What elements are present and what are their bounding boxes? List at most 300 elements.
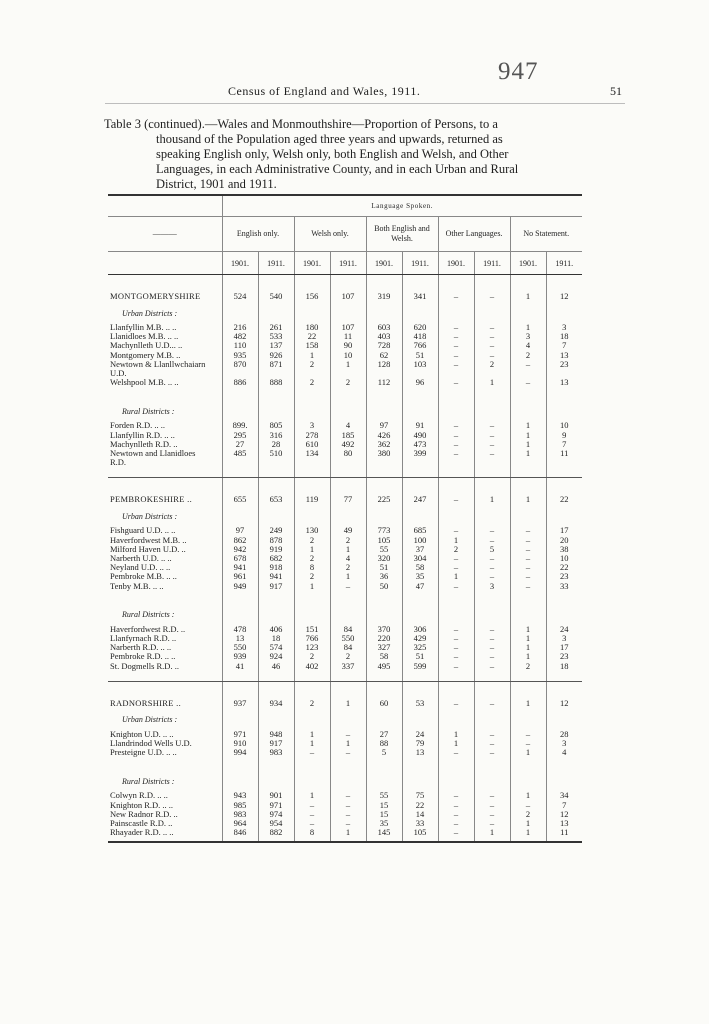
- value-cell: 983: [222, 810, 258, 819]
- value-cell: 603: [366, 323, 402, 332]
- section-label: Rural Districts :: [122, 406, 175, 416]
- spacer-cell: [474, 605, 510, 625]
- spacer-cell: [258, 671, 294, 682]
- value-cell: 47: [402, 582, 438, 591]
- value-cell: 13: [222, 634, 258, 643]
- value-cell: 2: [294, 652, 330, 661]
- spacer-cell: [438, 591, 474, 605]
- spacer-cell: [510, 671, 546, 682]
- spacer-cell: [474, 401, 510, 421]
- value-cell: 1: [330, 739, 366, 748]
- value-cell: –: [438, 696, 474, 710]
- district-row: [108, 810, 582, 819]
- spacer-cell: [222, 303, 258, 323]
- value-cell: 10: [546, 554, 582, 563]
- spacer-cell: [546, 605, 582, 625]
- value-cell: 1: [294, 582, 330, 591]
- spacer-cell: [510, 478, 546, 493]
- value-cell: 13: [546, 819, 582, 828]
- value-cell: 180: [294, 323, 330, 332]
- value-cell: 9: [546, 431, 582, 440]
- value-cell: –: [474, 449, 510, 458]
- value-cell: 24: [546, 625, 582, 634]
- spacer-cell: [258, 757, 294, 771]
- value-cell: 1: [474, 492, 510, 506]
- value-cell: –: [438, 431, 474, 440]
- value-cell: 1: [294, 739, 330, 748]
- value-cell: 18: [258, 634, 294, 643]
- value-cell: [222, 458, 258, 467]
- value-cell: 918: [258, 563, 294, 572]
- section-label: Rural Districts :: [122, 776, 175, 786]
- value-cell: 919: [258, 545, 294, 554]
- value-cell: 2: [294, 696, 330, 710]
- spacer-cell: [402, 467, 438, 478]
- stub-header-cell: [108, 195, 222, 217]
- value-cell: 937: [222, 696, 258, 710]
- value-cell: –: [438, 662, 474, 671]
- spacer-cell: [294, 401, 330, 421]
- spacer-cell: [546, 681, 582, 696]
- spacer-cell: [402, 275, 438, 290]
- value-cell: 77: [330, 492, 366, 506]
- value-cell: –: [438, 378, 474, 387]
- spacer-cell: [402, 605, 438, 625]
- row-label: Milford Haven U.D. ..: [110, 544, 186, 554]
- value-cell: 23: [546, 652, 582, 661]
- row-label: Knighton U.D. .. ..: [110, 729, 174, 739]
- spacer-cell: [222, 671, 258, 682]
- district-row: [108, 739, 582, 748]
- row-label: R.D.: [110, 458, 127, 468]
- row-label: Presteigne U.D. .. ..: [110, 748, 177, 758]
- spacer-cell: [366, 467, 402, 478]
- value-cell: 773: [366, 526, 402, 535]
- value-cell: 17: [546, 526, 582, 535]
- value-cell: 325: [402, 643, 438, 652]
- spacer-cell: [474, 506, 510, 526]
- spacer-cell: [474, 757, 510, 771]
- spacer-cell: [402, 681, 438, 696]
- district-row: [108, 582, 582, 591]
- value-cell: 18: [546, 332, 582, 341]
- value-cell: 51: [402, 351, 438, 360]
- value-cell: –: [294, 748, 330, 757]
- spacer-cell: [366, 605, 402, 625]
- value-cell: 100: [402, 536, 438, 545]
- value-cell: 1: [330, 360, 366, 369]
- year-header: 1901.: [294, 252, 330, 275]
- spacer-cell: [294, 605, 330, 625]
- value-cell: 485: [222, 449, 258, 458]
- section-label-row: [108, 771, 582, 791]
- value-cell: 2: [294, 360, 330, 369]
- value-cell: 926: [258, 351, 294, 360]
- value-cell: 51: [366, 563, 402, 572]
- value-cell: 23: [546, 360, 582, 369]
- value-cell: 380: [366, 449, 402, 458]
- district-row: [108, 791, 582, 800]
- spacer-cell: [474, 838, 510, 842]
- spacer-cell: [222, 506, 258, 526]
- spacer-cell: [330, 387, 366, 401]
- group-header-other: Other Languages.: [438, 217, 510, 252]
- value-cell: 943: [222, 791, 258, 800]
- section-label: Urban Districts :: [122, 715, 178, 725]
- value-cell: 12: [546, 289, 582, 303]
- group-header-welsh: Welsh only.: [294, 217, 366, 252]
- spacer-cell: [258, 478, 294, 493]
- value-cell: –: [474, 536, 510, 545]
- value-cell: 870: [222, 360, 258, 369]
- value-cell: 53: [402, 696, 438, 710]
- value-cell: –: [294, 810, 330, 819]
- value-cell: 942: [222, 545, 258, 554]
- value-cell: 18: [546, 662, 582, 671]
- value-cell: 2: [330, 378, 366, 387]
- value-cell: 974: [258, 810, 294, 819]
- value-cell: –: [438, 643, 474, 652]
- value-cell: –: [438, 421, 474, 430]
- row-label: Pembroke M.B. .. ..: [110, 572, 177, 582]
- value-cell: 8: [294, 828, 330, 837]
- spacer-cell: [222, 591, 258, 605]
- spacer-cell: [258, 681, 294, 696]
- value-cell: 156: [294, 289, 330, 303]
- spacer-cell: [330, 838, 366, 842]
- value-cell: –: [330, 582, 366, 591]
- value-cell: 682: [258, 554, 294, 563]
- spacer-cell: [546, 275, 582, 290]
- value-cell: –: [510, 801, 546, 810]
- district-row: [108, 730, 582, 739]
- spacer-cell: [222, 771, 258, 791]
- spacer-cell: [438, 467, 474, 478]
- value-cell: –: [510, 582, 546, 591]
- value-cell: 11: [546, 828, 582, 837]
- value-cell: 941: [222, 563, 258, 572]
- value-cell: –: [510, 536, 546, 545]
- value-cell: 220: [366, 634, 402, 643]
- year-stub: [108, 252, 222, 275]
- value-cell: 964: [222, 819, 258, 828]
- value-cell: 38: [546, 545, 582, 554]
- spacer-cell: [546, 771, 582, 791]
- value-cell: –: [510, 360, 546, 369]
- value-cell: –: [438, 819, 474, 828]
- district-row: [108, 748, 582, 757]
- row-label: Machynlleth U.D... ..: [110, 341, 183, 351]
- section-label-row: [108, 303, 582, 323]
- spacer-cell: [438, 275, 474, 290]
- spacer-cell: [258, 605, 294, 625]
- value-cell: 103: [402, 360, 438, 369]
- value-cell: 961: [222, 572, 258, 581]
- spacer-cell: [222, 605, 258, 625]
- value-cell: 2: [510, 662, 546, 671]
- value-cell: 610: [294, 440, 330, 449]
- caption-line: District, 1901 and 1911.: [156, 177, 277, 191]
- value-cell: 846: [222, 828, 258, 837]
- value-cell: 249: [258, 526, 294, 535]
- row-label: Tenby M.B. .. ..: [110, 581, 164, 591]
- value-cell: 1: [438, 572, 474, 581]
- spacer-cell: [438, 506, 474, 526]
- spacer-cell: [402, 478, 438, 493]
- value-cell: 2: [474, 360, 510, 369]
- value-cell: 22: [402, 801, 438, 810]
- value-cell: [294, 458, 330, 467]
- spacer-cell: [294, 478, 330, 493]
- value-cell: –: [438, 634, 474, 643]
- value-cell: –: [438, 449, 474, 458]
- value-cell: 954: [258, 819, 294, 828]
- spacer-cell: [366, 303, 402, 323]
- value-cell: 1: [510, 449, 546, 458]
- section-label: Urban Districts :: [122, 511, 178, 521]
- spacer-cell: [258, 838, 294, 842]
- running-head: Census of England and Wales, 1911.: [228, 84, 421, 98]
- value-cell: 306: [402, 625, 438, 634]
- value-cell: 3: [474, 582, 510, 591]
- value-cell: 41: [222, 662, 258, 671]
- district-row: [108, 643, 582, 652]
- row-label: Pembroke R.D. .. ..: [110, 652, 176, 662]
- value-cell: 399: [402, 449, 438, 458]
- value-cell: 1: [510, 440, 546, 449]
- spacer-row: [108, 591, 582, 605]
- spacer-cell: [546, 478, 582, 493]
- spacer-cell: [366, 710, 402, 730]
- value-cell: 58: [366, 652, 402, 661]
- row-label: Colwyn R.D. .. ..: [110, 791, 168, 801]
- value-cell: 948: [258, 730, 294, 739]
- spacer-cell: [108, 838, 222, 842]
- value-cell: 899.: [222, 421, 258, 430]
- spacer-cell: [222, 710, 258, 730]
- spacer-cell: [330, 681, 366, 696]
- value-cell: 35: [366, 819, 402, 828]
- year-header: 1901.: [222, 252, 258, 275]
- spacer-row: [108, 275, 582, 290]
- header-rule: [105, 103, 625, 104]
- spacer-row: [108, 757, 582, 771]
- value-cell: 917: [258, 582, 294, 591]
- spacer-cell: [474, 591, 510, 605]
- spacer-cell: [294, 506, 330, 526]
- spacer-cell: [330, 275, 366, 290]
- value-cell: 550: [330, 634, 366, 643]
- spacer-cell: [222, 275, 258, 290]
- value-cell: 2: [294, 572, 330, 581]
- row-label: Neyland U.D. .. ..: [110, 563, 171, 573]
- spacer-cell: [546, 387, 582, 401]
- section-label: Urban Districts :: [122, 308, 178, 318]
- value-cell: 599: [402, 662, 438, 671]
- spacer-cell: [108, 467, 222, 478]
- value-cell: 2: [438, 545, 474, 554]
- spacer-cell: [222, 478, 258, 493]
- spacer-cell: [108, 671, 222, 682]
- value-cell: –: [474, 563, 510, 572]
- value-cell: 1: [510, 652, 546, 661]
- caption-line: speaking English only, Welsh only, both English and Welsh, and Other: [156, 147, 509, 161]
- row-label: Montgomery M.B. ..: [110, 350, 181, 360]
- value-cell: –: [438, 440, 474, 449]
- value-cell: 478: [222, 625, 258, 634]
- value-cell: 2: [294, 536, 330, 545]
- district-row: [108, 563, 582, 572]
- value-cell: 225: [366, 492, 402, 506]
- value-cell: –: [330, 801, 366, 810]
- group-header-english: English only.: [222, 217, 294, 252]
- value-cell: 4: [546, 748, 582, 757]
- spacer-cell: [294, 710, 330, 730]
- stub-header: ———: [152, 229, 177, 238]
- value-cell: 728: [366, 341, 402, 350]
- value-cell: 97: [366, 421, 402, 430]
- value-cell: 84: [330, 625, 366, 634]
- value-cell: 882: [258, 828, 294, 837]
- value-cell: 1: [438, 739, 474, 748]
- spacer-cell: [402, 401, 438, 421]
- value-cell: –: [474, 323, 510, 332]
- spacer-cell: [438, 478, 474, 493]
- district-row: [108, 351, 582, 360]
- value-cell: 316: [258, 431, 294, 440]
- value-cell: –: [510, 545, 546, 554]
- value-cell: –: [474, 739, 510, 748]
- value-cell: –: [474, 748, 510, 757]
- value-cell: 533: [258, 332, 294, 341]
- value-cell: –: [474, 625, 510, 634]
- value-cell: 1: [510, 431, 546, 440]
- value-cell: 540: [258, 289, 294, 303]
- table-caption: [104, 117, 586, 192]
- row-label: Welshpool M.B. .. ..: [110, 378, 179, 388]
- spacer-cell: [330, 771, 366, 791]
- spacer-cell: [546, 591, 582, 605]
- value-cell: 23: [546, 572, 582, 581]
- value-cell: 49: [330, 526, 366, 535]
- spacer-cell: [546, 710, 582, 730]
- value-cell: 495: [366, 662, 402, 671]
- year-header: 1901.: [438, 252, 474, 275]
- value-cell: [474, 458, 510, 467]
- value-cell: 119: [294, 492, 330, 506]
- value-cell: 46: [258, 662, 294, 671]
- value-cell: 910: [222, 739, 258, 748]
- value-cell: 12: [546, 810, 582, 819]
- spacer-cell: [546, 303, 582, 323]
- value-cell: 524: [222, 289, 258, 303]
- value-cell: 685: [402, 526, 438, 535]
- value-cell: 107: [330, 323, 366, 332]
- spacer-cell: [438, 681, 474, 696]
- value-cell: 22: [546, 563, 582, 572]
- value-cell: 13: [546, 351, 582, 360]
- value-cell: 134: [294, 449, 330, 458]
- value-cell: –: [510, 526, 546, 535]
- spacer-cell: [510, 387, 546, 401]
- value-cell: 7: [546, 801, 582, 810]
- value-cell: –: [510, 572, 546, 581]
- value-cell: [402, 458, 438, 467]
- value-cell: –: [474, 730, 510, 739]
- value-cell: 15: [366, 810, 402, 819]
- group-header-no-statement: No Statement.: [510, 217, 582, 252]
- value-cell: –: [330, 791, 366, 800]
- district-row: [108, 554, 582, 563]
- value-cell: 327: [366, 643, 402, 652]
- value-cell: 5: [474, 545, 510, 554]
- value-cell: 985: [222, 801, 258, 810]
- value-cell: –: [438, 625, 474, 634]
- value-cell: 20: [546, 536, 582, 545]
- spacer-cell: [366, 771, 402, 791]
- spacer-row: [108, 467, 582, 478]
- spacer-cell: [258, 506, 294, 526]
- spacer-cell: [402, 387, 438, 401]
- spacer-cell: [330, 506, 366, 526]
- value-cell: 27: [222, 440, 258, 449]
- value-cell: –: [474, 652, 510, 661]
- value-cell: 34: [546, 791, 582, 800]
- value-cell: 1: [438, 730, 474, 739]
- row-label: Narberth U.D. .. ..: [110, 554, 172, 564]
- district-row: [108, 449, 582, 458]
- spacer-cell: [510, 757, 546, 771]
- section-label-row: [108, 506, 582, 526]
- spacer-cell: [330, 478, 366, 493]
- value-cell: –: [438, 341, 474, 350]
- spacer-cell: [366, 591, 402, 605]
- value-cell: 1: [294, 545, 330, 554]
- value-cell: 185: [330, 431, 366, 440]
- spacer-cell: [474, 710, 510, 730]
- spacer-cell: [258, 303, 294, 323]
- value-cell: 10: [546, 421, 582, 430]
- value-cell: 482: [222, 332, 258, 341]
- caption-line: Languages, in each Administrative County, and in each Urban and Rural: [156, 162, 519, 176]
- spacer-cell: [108, 757, 222, 771]
- spacer-cell: [330, 671, 366, 682]
- value-cell: 33: [546, 582, 582, 591]
- value-cell: –: [438, 360, 474, 369]
- value-cell: [546, 458, 582, 467]
- value-cell: 871: [258, 360, 294, 369]
- value-cell: 51: [402, 652, 438, 661]
- value-cell: –: [438, 332, 474, 341]
- spacer-cell: [438, 387, 474, 401]
- spacer-cell: [474, 303, 510, 323]
- value-cell: 36: [366, 572, 402, 581]
- row-label: New Radnor R.D. ..: [110, 809, 178, 819]
- row-label: Llanidloes M.B. .. ..: [110, 332, 179, 342]
- value-cell: 337: [330, 662, 366, 671]
- value-cell: 426: [366, 431, 402, 440]
- value-cell: 247: [402, 492, 438, 506]
- value-cell: 402: [294, 662, 330, 671]
- value-cell: –: [474, 431, 510, 440]
- value-cell: 510: [258, 449, 294, 458]
- value-cell: 939: [222, 652, 258, 661]
- row-label: Newtown and Llanidloes: [110, 449, 196, 459]
- value-cell: 1: [510, 289, 546, 303]
- value-cell: 79: [402, 739, 438, 748]
- spacer-cell: [438, 771, 474, 791]
- county-row: [108, 696, 582, 710]
